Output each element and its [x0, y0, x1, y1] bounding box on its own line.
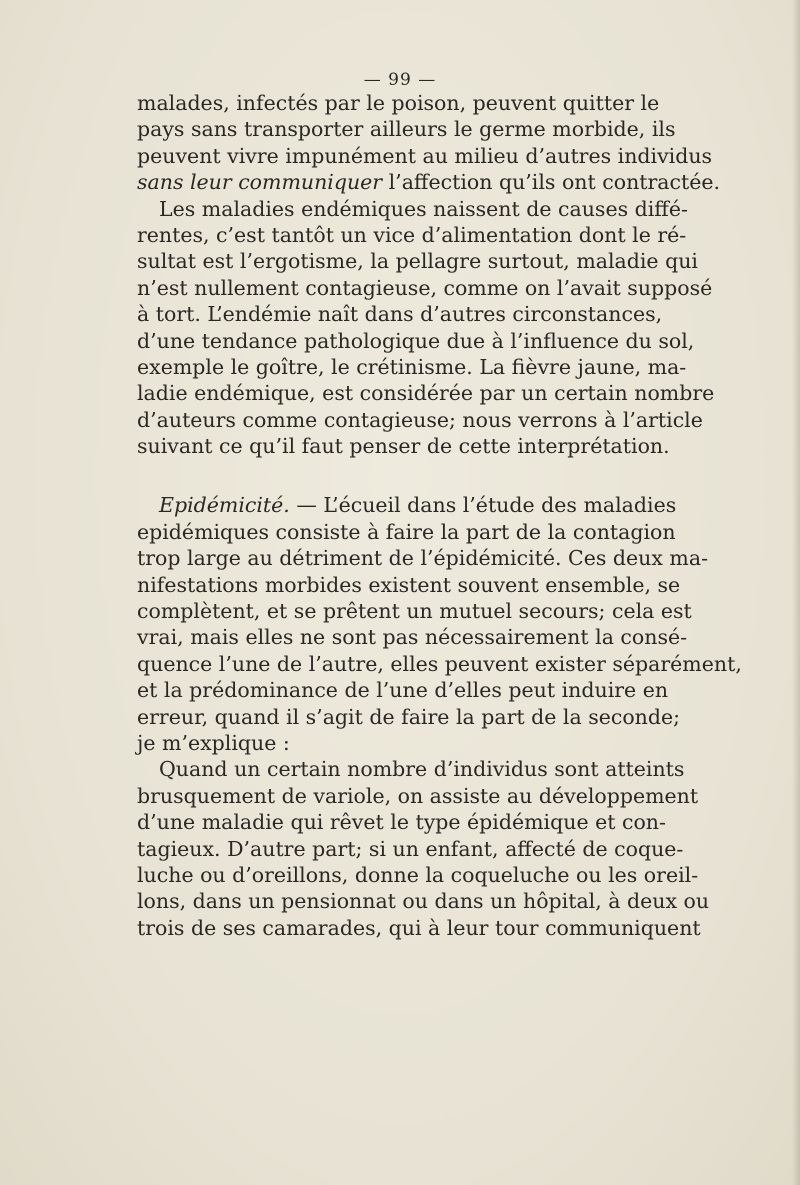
text-line: brusquement de variole, on assiste au développement	[137, 783, 699, 808]
page-edge-shadow	[792, 0, 800, 1185]
text-line: complètent, et se prêtent un mutuel secours; cela est	[137, 599, 692, 624]
text-line: d’une maladie qui rêvet le type épidémique et con-	[137, 810, 666, 835]
text-line: luche ou d’oreillons, donne la coqueluche ou les oreil-	[137, 862, 699, 887]
text-line: tagieux. D’autre part; si un enfant, affecté de coque-	[137, 836, 684, 861]
text-line: d’auteurs comme contagieuse; nous verrons à l’article	[137, 407, 703, 432]
text-line: trois de ses camarades, qui à leur tour communiquent	[137, 915, 701, 940]
paragraph-gap	[137, 459, 657, 492]
text-line	[137, 169, 721, 195]
text-line: je m’explique :	[137, 730, 290, 755]
text-line: peuvent vivre impunément au milieu d’autres individus	[137, 143, 713, 168]
italic-phrase: sans leur communiquer	[137, 170, 383, 195]
text-line: erreur, quand il s’agit de faire la part de la seconde;	[137, 704, 681, 729]
text-line: vrai, mais elles ne sont pas nécessairement la consé-	[137, 625, 688, 650]
text-line: sultat est l’ergotisme, la pellagre surtout, maladie qui	[137, 249, 698, 274]
text-line: à tort. L’endémie naît dans d’autres circonstances,	[137, 302, 663, 327]
text-line: malades, infectés par le poison, peuvent quitter le	[137, 91, 660, 115]
text-line: exemple le goître, le crétinisme. La fièvre jaune, ma-	[137, 354, 687, 379]
text-line: n’est nullement contagieuse, comme on l’avait supposé	[137, 275, 713, 300]
text-line: ladie endémique, est considérée par un certain nombre	[137, 381, 715, 406]
text-line: epidémiques consiste à faire la part de la contagion	[137, 519, 676, 544]
text-line: nifestations morbides existent souvent ensemble, se	[137, 572, 681, 597]
text-line: d’une tendance pathologique due à l’influence du sol,	[137, 328, 695, 353]
text-line: quence l’une de l’autre, elles peuvent exister séparément,	[137, 651, 742, 676]
text-fragment: — L’écueil dans l’étude des maladies	[289, 493, 677, 518]
text-line: et la prédominance de l’une d’elles peut induire en	[137, 678, 669, 703]
text-line	[137, 492, 677, 518]
text-line: Quand un certain nombre d’individus sont atteints	[159, 757, 685, 782]
section-heading: Epidémicité.	[159, 493, 290, 518]
text-line: pays sans transporter ailleurs le germe morbide, ils	[137, 117, 676, 142]
text-fragment: l’affection qu’ils ont contractée.	[382, 170, 721, 195]
page-number: — 99 —	[363, 70, 437, 90]
text-line: Les maladies endémiques naissent de causes diffé-	[159, 196, 688, 221]
text-line: suivant ce qu’il faut penser de cette interprétation.	[137, 434, 670, 459]
text-line: trop large au détriment de l’épidémicité. Ces deux ma-	[137, 546, 709, 571]
text-line: rentes, c’est tantôt un vice d’alimentation dont le ré-	[137, 222, 687, 247]
body-text	[137, 90, 742, 941]
text-line: lons, dans un pensionnat ou dans un hôpital, à deux ou	[137, 889, 710, 914]
